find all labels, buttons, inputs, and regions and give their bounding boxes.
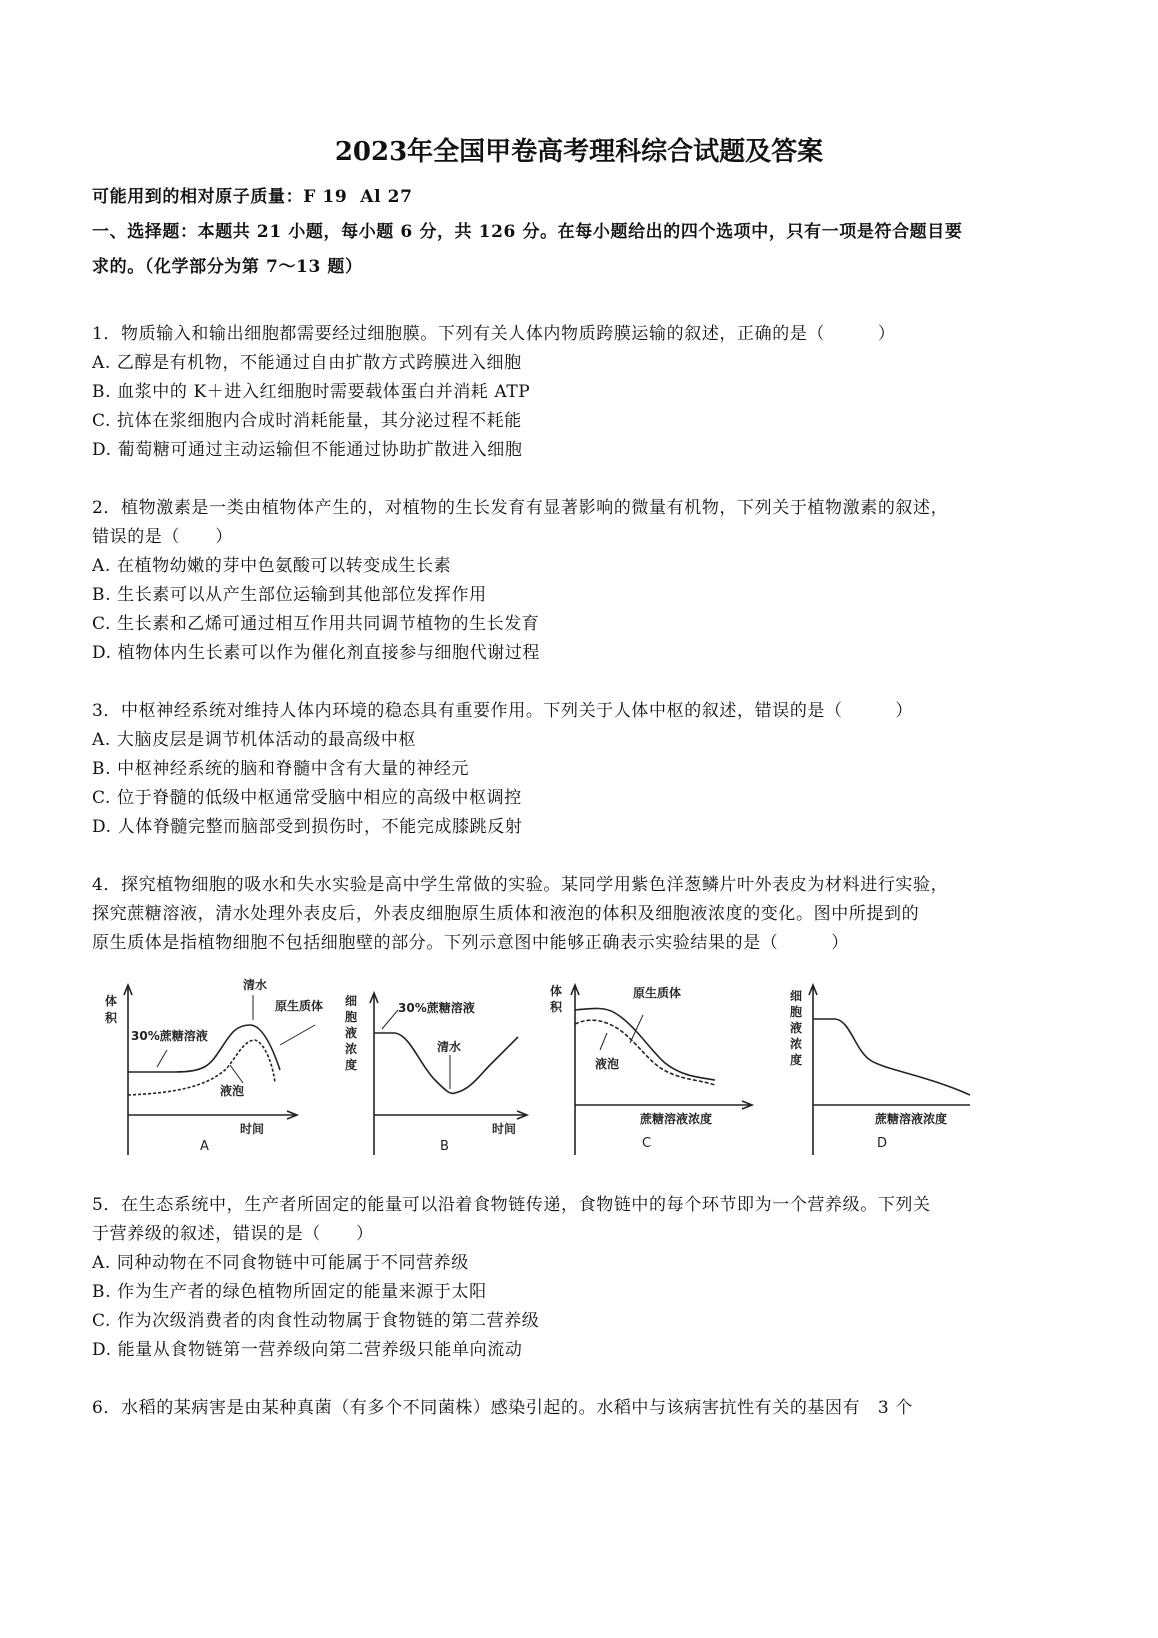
y-axis-label: 细: [345, 994, 358, 1008]
page-title: 2023年全国甲卷高考理科综合试题及答案: [334, 137, 824, 167]
water-label: 清水: [437, 1040, 462, 1054]
figure-caption: A: [200, 1139, 209, 1154]
y-axis-label: 积: [550, 1000, 563, 1014]
vacuole-label: 液泡: [220, 1084, 245, 1098]
x-axis: [128, 1111, 297, 1119]
vacuole-label: 液泡: [595, 1057, 620, 1071]
x-axis-label: 时间: [492, 1122, 517, 1136]
question-5-option-c: C. 作为次级消费者的肉食性动物属于食物链的第二营养级: [92, 1311, 540, 1331]
question-2-option-a: A. 在植物幼嫩的芽中色氨酸可以转变成生长素: [92, 556, 452, 576]
water-label: 清水: [243, 978, 268, 992]
y-axis-label: 积: [105, 1011, 118, 1025]
concentration-curve: [813, 1019, 970, 1095]
sucrose-label: 30%蔗糖溶液: [398, 1001, 475, 1015]
y-axis-label: 胞: [790, 1005, 803, 1019]
y-axis-label: 胞: [345, 1010, 358, 1024]
y-axis-label: 细: [790, 989, 803, 1003]
vacuole-curve: [575, 1020, 715, 1085]
question-1-option-b: B. 血浆中的 K＋进入红细胞时需要载体蛋白并消耗 ATP: [92, 382, 531, 402]
y-axis-label: 浓: [790, 1037, 803, 1051]
question-2-option-c: C. 生长素和乙烯可通过相互作用共同调节植物的生长发育: [92, 614, 540, 634]
section-instructions: 求的。（化学部分为第 7～13 题）: [92, 257, 363, 277]
question-3-option-c: C. 位于脊髓的低级中枢通常受脑中相应的高级中枢调控: [92, 788, 522, 808]
question-5-stem: 于营养级的叙述，错误的是（ ）: [92, 1224, 374, 1244]
question-3-option-a: A. 大脑皮层是调节机体活动的最高级中枢: [92, 730, 417, 750]
question-6-stem: 6．水稻的某病害是由某种真菌（有多个不同菌株）感染引起的。水稻中与该病害抗性有关的基因有 3 个: [92, 1398, 913, 1418]
x-axis-label: 时间: [240, 1122, 265, 1136]
question-5-option-a: A. 同种动物在不同食物链中可能属于不同营养级: [92, 1253, 469, 1273]
figure-caption: D: [877, 1136, 888, 1151]
question-1-option-d: D. 葡萄糖可通过主动运输但不能通过协助扩散进入细胞: [92, 440, 523, 460]
question-5-option-d: D. 能量从食物链第一营养级向第二营养级只能单向流动: [92, 1340, 523, 1360]
sucrose-label: 30%蔗糖溶液: [131, 1029, 208, 1043]
atomic-mass-note: 可能用到的相对原子质量：F 19 Al 27: [92, 187, 413, 207]
question-2-stem: 错误的是（ ）: [92, 527, 233, 547]
y-axis-label: 液: [345, 1026, 358, 1040]
question-3-stem: 3．中枢神经系统对维持人体内环境的稳态具有重要作用。下列关于人体中枢的叙述，错误的是（ ）: [92, 701, 914, 721]
question-4-stem: 探究蔗糖溶液，清水处理外表皮后，外表皮细胞原生质体和液泡的体积及细胞液浓度的变化。图中所提到的: [92, 904, 920, 924]
figure-d: [775, 965, 985, 1155]
question-1-stem: 1．物质输入和输出细胞都需要经过细胞膜。下列有关人体内物质跨膜运输的叙述，正确的是（ ）: [92, 324, 896, 344]
protoplast-label: 原生质体: [275, 999, 324, 1013]
question-1-option-a: A. 乙醇是有机物，不能通过自由扩散方式跨膜进入细胞: [92, 353, 522, 373]
protoplast-label: 原生质体: [633, 986, 682, 1000]
question-1-option-c: C. 抗体在浆细胞内合成时消耗能量，其分泌过程不耗能: [92, 411, 522, 431]
y-axis-label: 浓: [345, 1042, 358, 1056]
figure-a: [95, 965, 335, 1155]
y-axis-label: 体: [550, 984, 563, 998]
section-instructions: 一、选择题：本题共 21 小题，每小题 6 分，共 126 分。在每小题给出的四个选项中，只有一项是符合题目要: [92, 222, 963, 242]
question-2-option-b: B. 生长素可以从产生部位运输到其他部位发挥作用: [92, 585, 487, 605]
question-5-option-b: B. 作为生产者的绿色植物所固定的能量来源于太阳: [92, 1282, 487, 1302]
x-axis-label: 蔗糖溶液浓度: [875, 1112, 948, 1126]
question-2-stem: 2．植物激素是一类由植物体产生的，对植物的生长发育有显著影响的微量有机物，下列关于植物激素的叙述，: [92, 498, 949, 518]
question-3-option-d: D. 人体脊髓完整而脑部受到损伤时，不能完成膝跳反射: [92, 817, 523, 837]
y-axis-label: 度: [790, 1053, 803, 1067]
question-4-stem: 4．探究植物细胞的吸水和失水实验是高中学生常做的实验。某同学用紫色洋葱鳞片叶外表皮为材料进行实验，: [92, 875, 949, 895]
y-axis-label: 体: [105, 994, 118, 1008]
question-4-stem: 原生质体是指植物细胞不包括细胞壁的部分。下列示意图中能够正确表示实验结果的是（ ）: [92, 933, 849, 953]
question-5-stem: 5．在生态系统中，生产者所固定的能量可以沿着食物链传递，食物链中的每个环节即为一个营养级。下列关: [92, 1195, 931, 1215]
question-2-option-d: D. 植物体内生长素可以作为催化剂直接参与细胞代谢过程: [92, 643, 541, 663]
figure-caption: B: [440, 1139, 449, 1154]
x-axis-label: 蔗糖溶液浓度: [640, 1112, 713, 1126]
figure-caption: C: [642, 1136, 652, 1151]
figure-b: [340, 965, 540, 1155]
y-axis: [124, 985, 132, 1155]
y-axis-label: 度: [345, 1058, 358, 1072]
figure-c: [545, 965, 765, 1155]
y-axis-label: 液: [790, 1021, 803, 1035]
question-3-option-b: B. 中枢神经系统的脑和脊髓中含有大量的神经元: [92, 759, 470, 779]
